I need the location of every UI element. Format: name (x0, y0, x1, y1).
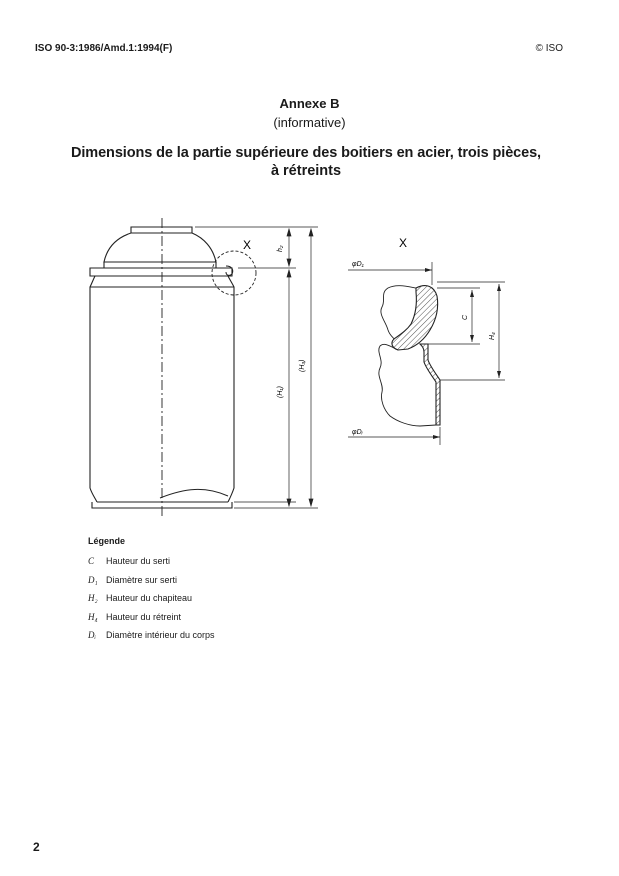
can-dome-base (104, 262, 216, 268)
seam-profile-hatched (392, 286, 438, 350)
can-double-seam (90, 268, 232, 276)
can-body-left-wall (90, 276, 97, 502)
legend-text: Hauteur du chapiteau (106, 593, 193, 603)
can-elevation-view (90, 227, 256, 508)
can-body-right-wall (228, 276, 234, 502)
detail-x-label-right: X (399, 236, 408, 250)
body-wall-hatched (420, 344, 440, 425)
page-number: 2 (33, 840, 40, 854)
dim-d1-label: φD₁ (352, 261, 364, 268)
dim-h4-label: H₄ (489, 332, 496, 340)
figure-title-line2: à rétreints (270, 163, 342, 179)
can-dome (104, 233, 216, 262)
dim-di-label: φDᵢ (352, 429, 363, 436)
legend-symbol: C (88, 556, 95, 566)
document-reference: ISO 90-3:1986/Amd.1:1994(F) (35, 43, 173, 54)
legend-symbol: H₄ (88, 612, 98, 622)
can-top-rim (131, 227, 192, 233)
detail-x-label-left: X (243, 238, 252, 252)
copyright-notice: © ISO (535, 43, 563, 54)
legend-text: Hauteur du rétreint (106, 612, 182, 622)
legend-symbol: D₁ (88, 575, 98, 585)
legend-text: Diamètre sur serti (106, 575, 178, 585)
legend-text: Diamètre intérieur du corps (106, 630, 215, 640)
dim-h2-label: h₂ (277, 245, 284, 252)
legend-title: Légende (88, 536, 126, 546)
annex-status: (informative) (273, 115, 346, 130)
legend-symbol: Dᵢ (88, 630, 96, 640)
dim-h1-label: (H₁) (277, 386, 284, 398)
figure-title-line1: Dimensions de la partie supérieure des boitiers en acier, trois pièces, (71, 145, 541, 161)
annex-label: Annexe B (279, 96, 340, 111)
dim-h3-label: (H₃) (299, 359, 306, 372)
dim-c-label: C (462, 314, 469, 320)
legend-symbol: H₂ (88, 593, 98, 603)
seam-detail-view (348, 261, 505, 445)
legend-text: Hauteur du serti (106, 556, 171, 566)
